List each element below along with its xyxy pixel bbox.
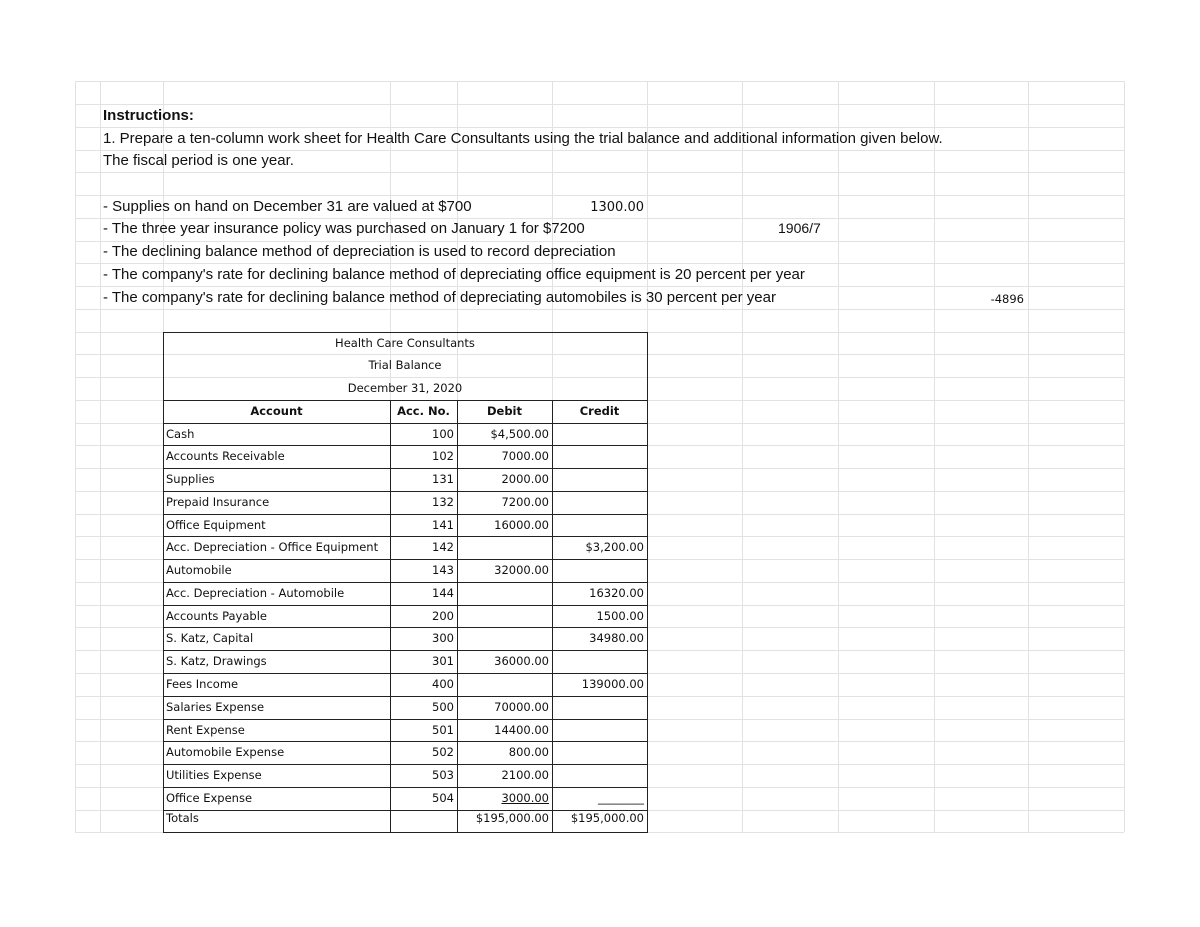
tb-acc-no-cell: 132 [432,495,454,509]
tb-account-cell: Office Equipment [166,518,266,532]
tb-debit-cell: 14400.00 [494,723,549,737]
tb-acc-no-cell: 501 [432,723,454,737]
tb-account-cell: Supplies [166,472,215,486]
tb-credit-cell: 1500.00 [596,609,644,623]
tb-company-name: Health Care Consultants [335,336,475,350]
tb-acc-no-cell: 102 [432,449,454,463]
supplies-calc-cell: 1300.00 [590,200,644,215]
tb-account-cell: S. Katz, Drawings [166,654,267,668]
note-office-equipment-rate: - The company's rate for declining balance method of depreciating office equipment is 20 percent per year [103,266,805,283]
tb-header-account: Account [250,404,303,418]
tb-debit-cell: 3000.00 [501,791,549,805]
instructions-heading: Instructions: [103,107,194,124]
instructions-line-2: The fiscal period is one year. [103,152,294,169]
tb-credit-cell: ________ [598,791,644,805]
tb-account-cell: Prepaid Insurance [166,495,270,509]
tb-account-cell: Acc. Depreciation - Automobile [166,586,345,600]
tb-debit-cell: $4,500.00 [490,427,549,441]
tb-account-cell: Office Expense [166,791,253,805]
tb-acc-no-cell: 143 [432,563,454,577]
tb-debit-cell: 800.00 [508,745,549,759]
tb-debit-cell: 16000.00 [494,518,549,532]
tb-acc-no-cell: 500 [432,700,454,714]
tb-acc-no-cell: 142 [432,540,454,554]
tb-header-debit: Debit [486,404,523,418]
tb-acc-no-cell: 141 [432,518,454,532]
tb-totals-credit: $195,000.00 [570,811,644,825]
tb-acc-no-cell: 503 [432,768,454,782]
tb-header-acc-no: Acc. No. [397,404,450,418]
note-automobile-rate: - The company's rate for declining balance method of depreciating automobiles is 30 percent per year [103,289,776,306]
tb-account-cell: Cash [166,427,195,441]
tb-account-cell: Accounts Payable [166,609,267,623]
tb-account-cell: Utilities Expense [166,768,262,782]
tb-credit-cell: 34980.00 [589,631,644,645]
tb-account-cell: Salaries Expense [166,700,265,714]
tb-debit-cell: 2100.00 [501,768,549,782]
tb-acc-no-cell: 400 [432,677,454,691]
tb-acc-no-cell: 144 [432,586,454,600]
tb-acc-no-cell: 502 [432,745,454,759]
tb-debit-cell: 2000.00 [501,472,549,486]
instructions-line-1: 1. Prepare a ten-column work sheet for Health Care Consultants using the trial balance and additional information given below. [103,130,943,147]
tb-account-cell: Rent Expense [166,723,245,737]
tb-acc-no-cell: 301 [432,654,454,668]
note-depreciation-method: - The declining balance method of depreciation is used to record depreciation [103,243,616,260]
tb-date: December 31, 2020 [347,381,463,395]
tb-debit-cell: 7000.00 [501,449,549,463]
tb-acc-no-cell: 504 [432,791,454,805]
tb-title: Trial Balance [368,358,442,372]
tb-acc-no-cell: 300 [432,631,454,645]
tb-debit-cell: 70000.00 [494,700,549,714]
tb-acc-no-cell: 100 [432,427,454,441]
tb-debit-cell: 7200.00 [501,495,549,509]
tb-acc-no-cell: 131 [432,472,454,486]
insurance-calc-cell: 1906/7 [778,220,821,236]
tb-totals-debit: $195,000.00 [475,811,549,825]
tb-credit-cell: 16320.00 [589,586,644,600]
tb-account-cell: Fees Income [166,677,239,691]
tb-account-cell: Accounts Receivable [166,449,285,463]
note-supplies: - Supplies on hand on December 31 are valued at $700 [103,198,472,215]
tb-account-cell: S. Katz, Capital [166,631,254,645]
tb-credit-cell: 139000.00 [581,677,644,691]
tb-account-cell: Automobile Expense [166,745,285,759]
tb-account-cell: Automobile [166,563,232,577]
tb-debit-cell: 36000.00 [494,654,549,668]
tb-debit-cell: 32000.00 [494,563,549,577]
tb-totals-label: Totals [166,811,199,825]
tb-acc-no-cell: 200 [432,609,454,623]
tb-account-cell: Acc. Depreciation - Office Equipment [166,540,379,554]
note-insurance: - The three year insurance policy was purchased on January 1 for $7200 [103,220,585,237]
auto-calc-cell: -4896 [990,292,1024,306]
tb-header-credit: Credit [579,404,620,418]
tb-credit-cell: $3,200.00 [585,540,644,554]
